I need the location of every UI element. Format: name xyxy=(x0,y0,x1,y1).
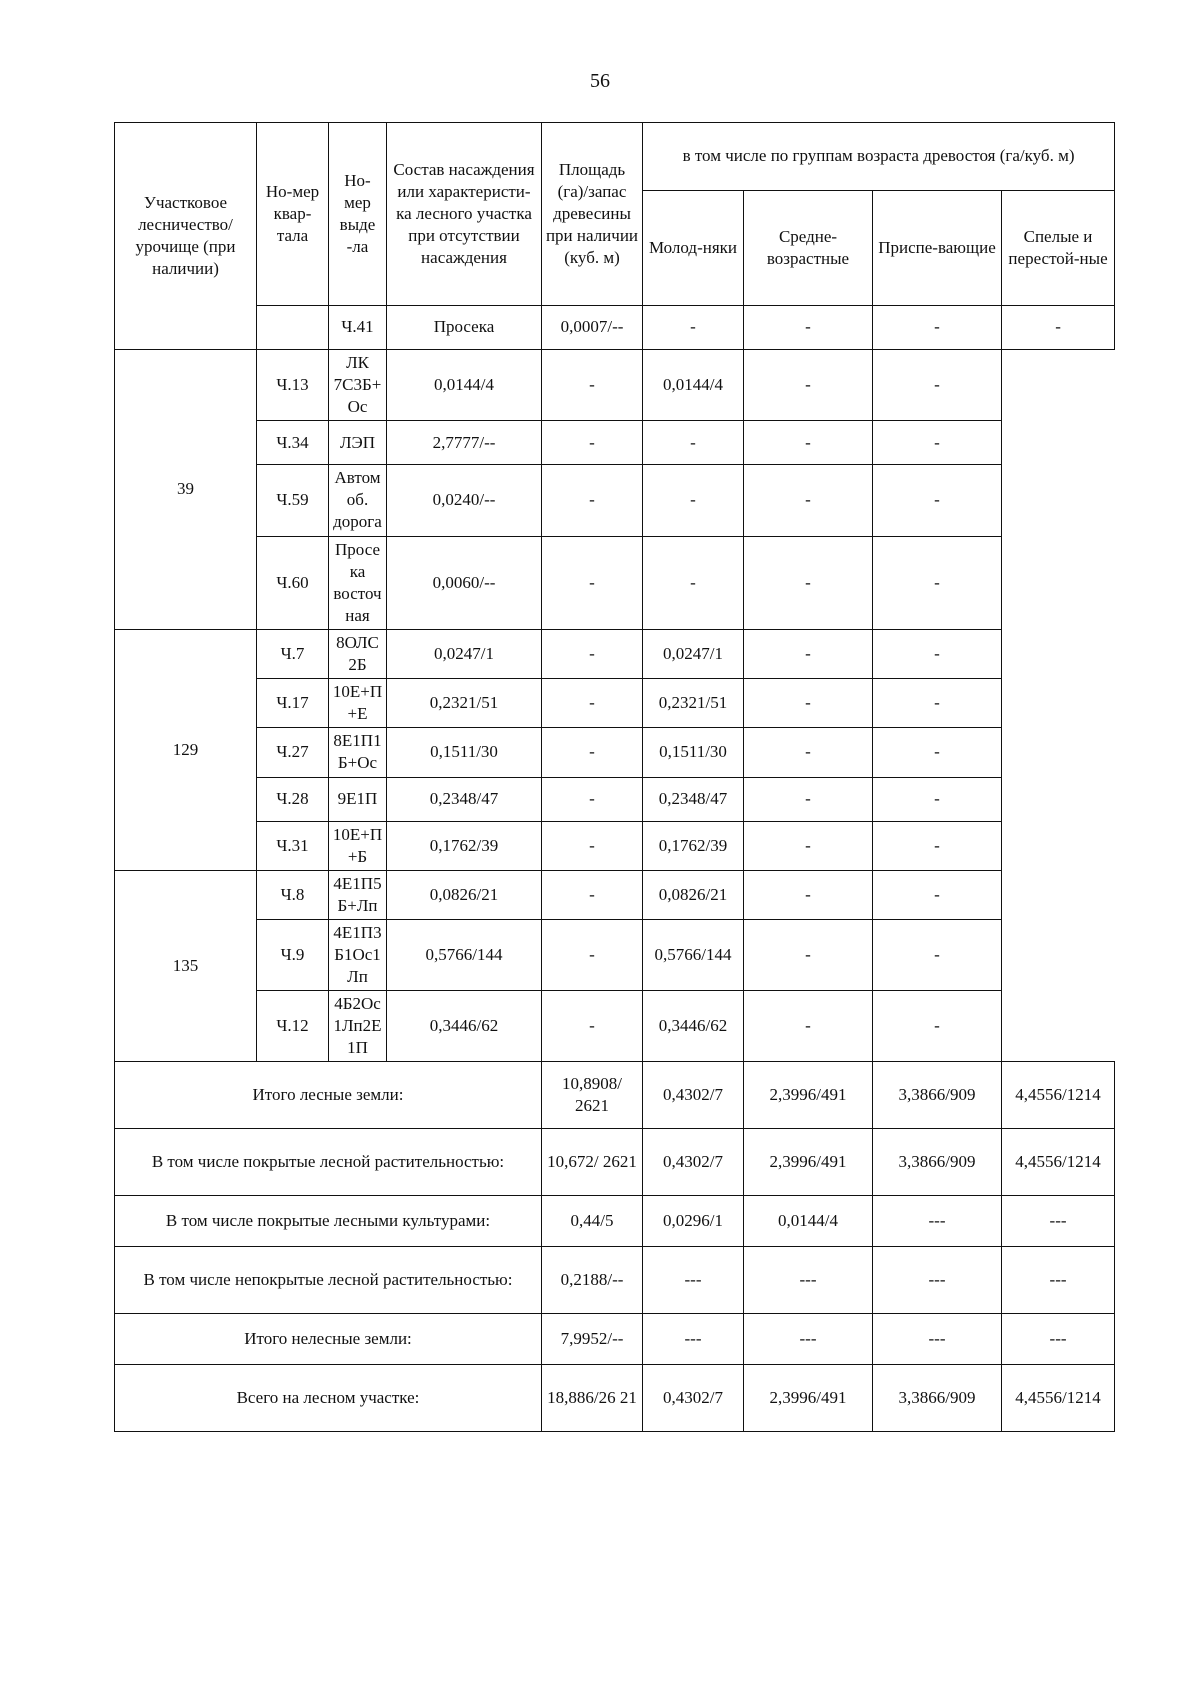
composition-cell: 4Е1П5Б+Лп xyxy=(329,870,387,919)
header-row-1 xyxy=(115,123,1115,191)
middle-cell: - xyxy=(643,465,744,536)
mature-cell: - xyxy=(873,679,1002,728)
composition-cell: Автомоб. дорога xyxy=(329,465,387,536)
quarter-cell: 135 xyxy=(115,870,257,1062)
area-cell: 0,1511/30 xyxy=(387,728,542,777)
header-mature: Спелые и перестой-ные xyxy=(1002,191,1115,306)
composition-cell: ЛК 7С3Б+Ос xyxy=(329,350,387,421)
header-quarter: Но-мер квар-тала xyxy=(257,123,329,306)
young-cell: - xyxy=(542,629,643,678)
middle-cell: 0,0247/1 xyxy=(643,629,744,678)
area-cell: 0,5766/144 xyxy=(387,919,542,990)
composition-cell: 4Б2Ос1Лп2Е1П xyxy=(329,991,387,1062)
middle-cell: - xyxy=(643,536,744,629)
totals-middle: --- xyxy=(744,1314,873,1365)
premature-cell: - xyxy=(744,536,873,629)
totals-label: В том числе непокрытые лесной растительностью: xyxy=(115,1247,542,1314)
young-cell: - xyxy=(542,421,643,465)
totals-area: 10,672/ 2621 xyxy=(542,1129,643,1196)
middle-cell: 0,2321/51 xyxy=(643,679,744,728)
forest-plot-table xyxy=(114,122,1115,1432)
table-row xyxy=(115,465,1115,536)
table-row xyxy=(115,870,1115,919)
totals-row xyxy=(115,1062,1115,1129)
mature-cell: - xyxy=(873,629,1002,678)
middle-cell: 0,5766/144 xyxy=(643,919,744,990)
header-middle: Средне-возрастные xyxy=(744,191,873,306)
totals-row xyxy=(115,1365,1115,1432)
area-cell: 0,0247/1 xyxy=(387,629,542,678)
middle-cell: 0,3446/62 xyxy=(643,991,744,1062)
table-row xyxy=(115,679,1115,728)
premature-cell: - xyxy=(744,777,873,821)
table-row xyxy=(115,991,1115,1062)
section-cell: Ч.27 xyxy=(257,728,329,777)
premature-cell: - xyxy=(744,350,873,421)
totals-young: --- xyxy=(643,1314,744,1365)
totals-young: 0,0296/1 xyxy=(643,1196,744,1247)
mature-cell: - xyxy=(873,821,1002,870)
section-cell: Ч.60 xyxy=(257,536,329,629)
section-cell: Ч.13 xyxy=(257,350,329,421)
table-row xyxy=(115,728,1115,777)
header-area: Площадь (га)/запас древесины при наличии (куб. м) xyxy=(542,123,643,306)
table-row xyxy=(115,306,1115,350)
table-row xyxy=(115,350,1115,421)
section-cell: Ч.9 xyxy=(257,919,329,990)
premature-cell: - xyxy=(744,919,873,990)
mature-cell: - xyxy=(873,870,1002,919)
composition-cell: 10Е+П+Е xyxy=(329,679,387,728)
section-cell: Ч.17 xyxy=(257,679,329,728)
totals-row xyxy=(115,1247,1115,1314)
area-cell: 0,0144/4 xyxy=(387,350,542,421)
totals-mature: --- xyxy=(1002,1314,1115,1365)
section-cell: Ч.28 xyxy=(257,777,329,821)
young-cell: - xyxy=(542,465,643,536)
middle-cell: 0,1511/30 xyxy=(643,728,744,777)
composition-cell: Просека восточная xyxy=(329,536,387,629)
young-cell: - xyxy=(542,536,643,629)
totals-premature: 3,3866/909 xyxy=(873,1365,1002,1432)
area-cell: 0,2348/47 xyxy=(387,777,542,821)
table-row xyxy=(115,421,1115,465)
young-cell: - xyxy=(542,728,643,777)
totals-mature: 4,4556/1214 xyxy=(1002,1062,1115,1129)
composition-cell: 8ОЛС2Б xyxy=(329,629,387,678)
section-cell: Ч.59 xyxy=(257,465,329,536)
middle-cell: - xyxy=(643,421,744,465)
totals-young: --- xyxy=(643,1247,744,1314)
composition-cell: Просека xyxy=(387,306,542,350)
section-cell: Ч.12 xyxy=(257,991,329,1062)
area-cell: 0,3446/62 xyxy=(387,991,542,1062)
totals-row xyxy=(115,1314,1115,1365)
totals-area: 7,9952/-- xyxy=(542,1314,643,1365)
premature-cell: - xyxy=(744,821,873,870)
area-cell: 0,0240/-- xyxy=(387,465,542,536)
totals-premature: --- xyxy=(873,1247,1002,1314)
mature-cell: - xyxy=(873,421,1002,465)
premature-cell: - xyxy=(744,728,873,777)
totals-young: 0,4302/7 xyxy=(643,1129,744,1196)
totals-young: 0,4302/7 xyxy=(643,1062,744,1129)
section-cell: Ч.8 xyxy=(257,870,329,919)
totals-label: В том числе покрытые лесными культурами: xyxy=(115,1196,542,1247)
totals-label: В том числе покрытые лесной растительностью: xyxy=(115,1129,542,1196)
totals-middle: 2,3996/491 xyxy=(744,1062,873,1129)
young-cell: - xyxy=(542,679,643,728)
totals-area: 0,44/5 xyxy=(542,1196,643,1247)
section-cell: Ч.34 xyxy=(257,421,329,465)
header-young: Молод-няки xyxy=(643,191,744,306)
area-cell: 0,1762/39 xyxy=(387,821,542,870)
middle-cell: 0,2348/47 xyxy=(643,777,744,821)
page-number: 56 xyxy=(590,70,610,92)
composition-cell: 9Е1П xyxy=(329,777,387,821)
totals-premature: --- xyxy=(873,1196,1002,1247)
totals-row xyxy=(115,1196,1115,1247)
table-row xyxy=(115,919,1115,990)
middle-cell: 0,0144/4 xyxy=(643,350,744,421)
composition-cell: 8Е1П1Б+Ос xyxy=(329,728,387,777)
totals-premature: 3,3866/909 xyxy=(873,1129,1002,1196)
young-cell: - xyxy=(542,821,643,870)
totals-area: 10,8908/ 2621 xyxy=(542,1062,643,1129)
table-row xyxy=(115,777,1115,821)
middle-cell: 0,1762/39 xyxy=(643,821,744,870)
mature-cell: - xyxy=(873,536,1002,629)
header-premature: Приспе-вающие xyxy=(873,191,1002,306)
mature-cell: - xyxy=(1002,306,1115,350)
totals-mature: 4,4556/1214 xyxy=(1002,1129,1115,1196)
young-cell: - xyxy=(542,350,643,421)
totals-middle: --- xyxy=(744,1247,873,1314)
section-cell: Ч.7 xyxy=(257,629,329,678)
premature-cell: - xyxy=(744,629,873,678)
totals-row xyxy=(115,1129,1115,1196)
quarter-cell: 129 xyxy=(115,629,257,870)
totals-middle: 2,3996/491 xyxy=(744,1365,873,1432)
premature-cell: - xyxy=(744,991,873,1062)
young-cell: - xyxy=(542,870,643,919)
table-row xyxy=(115,629,1115,678)
section-cell: Ч.31 xyxy=(257,821,329,870)
premature-cell: - xyxy=(873,306,1002,350)
totals-premature: --- xyxy=(873,1314,1002,1365)
totals-label: Итого нелесные земли: xyxy=(115,1314,542,1365)
totals-young: 0,4302/7 xyxy=(643,1365,744,1432)
header-composition: Состав насаждения или характеристи-ка лесного участка при отсутствии насаждения xyxy=(387,123,542,306)
area-cell: 0,0060/-- xyxy=(387,536,542,629)
mature-cell: - xyxy=(873,465,1002,536)
middle-cell: - xyxy=(744,306,873,350)
table-row xyxy=(115,536,1115,629)
mature-cell: - xyxy=(873,350,1002,421)
premature-cell: - xyxy=(744,679,873,728)
young-cell: - xyxy=(542,919,643,990)
young-cell: - xyxy=(542,777,643,821)
totals-label: Всего на лесном участке: xyxy=(115,1365,542,1432)
header-age-groups: в том числе по группам возраста древостоя (га/куб. м) xyxy=(643,123,1115,191)
quarter-cell: 39 xyxy=(115,350,257,630)
composition-cell: 4Е1П3Б1Ос1Лп xyxy=(329,919,387,990)
area-cell: 2,7777/-- xyxy=(387,421,542,465)
quarter-cell-empty xyxy=(257,306,329,350)
mature-cell: - xyxy=(873,728,1002,777)
totals-premature: 3,3866/909 xyxy=(873,1062,1002,1129)
composition-cell: ЛЭП xyxy=(329,421,387,465)
area-cell: 0,0826/21 xyxy=(387,870,542,919)
totals-mature: --- xyxy=(1002,1196,1115,1247)
totals-area: 18,886/26 21 xyxy=(542,1365,643,1432)
totals-label: Итого лесные земли: xyxy=(115,1062,542,1129)
totals-mature: 4,4556/1214 xyxy=(1002,1365,1115,1432)
middle-cell: 0,0826/21 xyxy=(643,870,744,919)
header-section: Но-мер выде -ла xyxy=(329,123,387,306)
section-cell: Ч.41 xyxy=(329,306,387,350)
totals-middle: 0,0144/4 xyxy=(744,1196,873,1247)
area-cell: 0,0007/-- xyxy=(542,306,643,350)
table-row xyxy=(115,821,1115,870)
composition-cell: 10Е+П+Б xyxy=(329,821,387,870)
premature-cell: - xyxy=(744,870,873,919)
premature-cell: - xyxy=(744,465,873,536)
totals-area: 0,2188/-- xyxy=(542,1247,643,1314)
mature-cell: - xyxy=(873,919,1002,990)
area-cell: 0,2321/51 xyxy=(387,679,542,728)
young-cell: - xyxy=(643,306,744,350)
totals-middle: 2,3996/491 xyxy=(744,1129,873,1196)
totals-mature: --- xyxy=(1002,1247,1115,1314)
premature-cell: - xyxy=(744,421,873,465)
mature-cell: - xyxy=(873,777,1002,821)
header-forestry: Участковое лесничество/ урочище (при наличии) xyxy=(115,123,257,350)
young-cell: - xyxy=(542,991,643,1062)
mature-cell: - xyxy=(873,991,1002,1062)
